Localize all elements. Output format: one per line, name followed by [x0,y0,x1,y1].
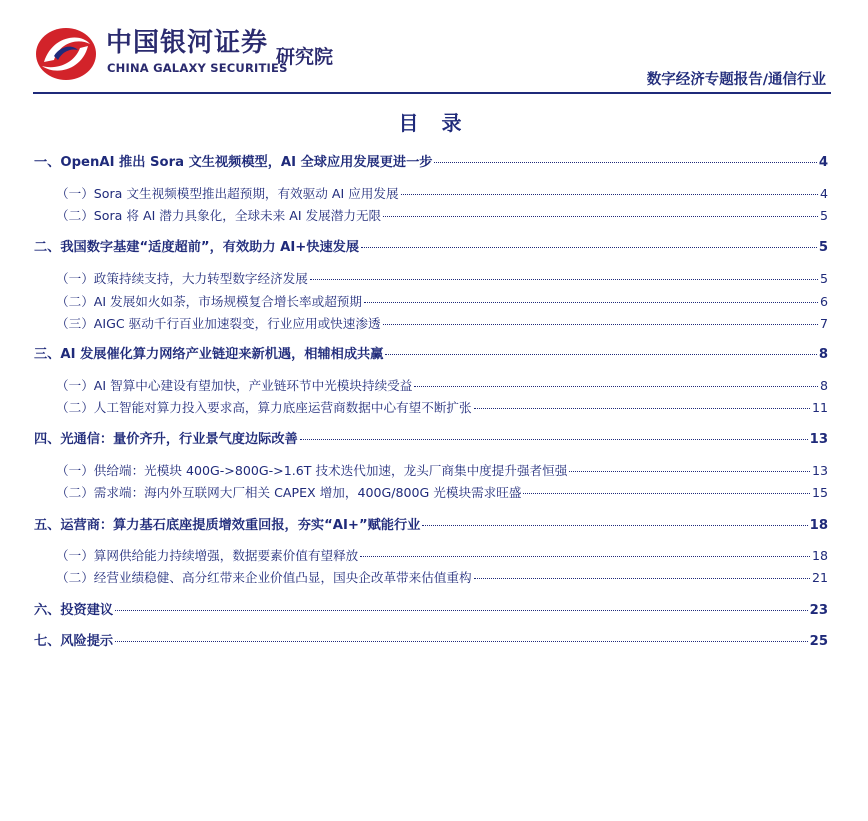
page-header [0,0,868,96]
toc-entry[interactable] [34,236,828,255]
toc-leader-dots [569,460,810,472]
toc-page-number: 5 [818,240,828,255]
toc-entry-text: （一）AI 智算中心建设有望加快，产业链环节中光模块持续受益 [56,378,413,393]
toc-entry-text: （二）人工智能对算力投入要求高，算力底座运营商数据中心有望不断扩张 [56,400,472,415]
toc-entry[interactable] [34,397,828,416]
header-divider [33,92,831,94]
china-galaxy-logo-icon [34,26,98,82]
toc-leader-dots [360,545,810,557]
toc-entry[interactable] [34,313,828,332]
toc-page-number: 4 [818,155,828,170]
toc-entry[interactable] [34,460,828,479]
toc-entry[interactable] [34,599,828,618]
toc-leader-dots [364,291,818,303]
toc-entry-text: （二）经营业绩稳健、高分红带来企业价值凸显，国央企改革带来估值重构 [56,570,472,585]
toc-leader-dots [383,313,818,325]
toc-leader-dots [115,629,808,642]
toc-entry[interactable] [34,291,828,310]
toc-entry[interactable] [34,151,828,170]
toc-entry-text: （三）AIGC 驱动千行百业加速裂变，行业应用或快速渗透 [56,316,381,331]
company-name-en: CHINA GALAXY SECURITIES [107,61,288,75]
toc-page-number: 18 [811,548,828,563]
toc-entry-text: 五、运营商：算力基石底座提质增效重回报，夯实“AI+”赋能行业 [34,518,421,533]
toc-entry[interactable] [34,545,828,564]
toc-entry[interactable] [34,482,828,501]
toc-page-number: 7 [819,316,828,331]
toc-entry-text: （二）Sora 将 AI 潜力具象化，全球未来 AI 发展潜力无限 [56,208,382,223]
toc-title: 目 录 [398,111,470,135]
toc-entry-text: （一）算网供给能力持续增强，数据要素价值有望释放 [56,548,359,563]
toc-leader-dots [422,513,807,526]
toc-page-number: 8 [819,378,828,393]
toc-page-number: 15 [811,485,828,500]
toc-entry-text: 四、光通信：量价齐升，行业景气度边际改善 [34,432,298,447]
toc-page-number: 8 [818,347,828,362]
toc-leader-dots [385,342,816,355]
toc-entry-text: 六、投资建议 [34,603,114,618]
toc-entry[interactable] [34,514,828,533]
toc-leader-dots [474,397,810,409]
toc-entry[interactable] [34,428,828,447]
toc-entry-text: 七、风险提示 [34,634,114,649]
toc-entry[interactable] [34,567,828,586]
toc-entry[interactable] [34,343,828,362]
toc-page-number: 5 [819,271,828,286]
toc-entry-text: 二、我国数字基建“适度超前”，有效助力 AI+快速发展 [34,240,360,255]
toc-leader-dots [414,375,818,387]
toc-page-number: 18 [809,518,828,533]
toc-page-number: 13 [811,463,828,478]
toc-leader-dots [361,235,817,248]
toc-entry[interactable] [34,630,828,649]
toc-entry-text: 三、AI 发展催化算力网络产业链迎来新机遇，相辅相成共赢 [34,347,384,362]
toc-entry[interactable] [34,183,828,202]
report-type-label: 数字经济专题报告/通信行业 [646,72,826,88]
toc-page-number: 6 [819,294,828,309]
toc-page-number: 5 [819,208,828,223]
toc-entry-text: （一）Sora 文生视频模型推出超预期，有效驱动 AI 应用发展 [56,186,399,201]
toc-leader-dots [523,482,810,494]
toc-entry[interactable] [34,375,828,394]
toc-entry-text: （二）AI 发展如火如荼，市场规模复合增长率或超预期 [56,294,362,309]
toc-entry-text: （一）政策持续支持，大力转型数字经济发展 [56,271,308,286]
toc-entry-text: 一、OpenAI 推出 Sora 文生视频模型，AI 全球应用发展更进一步 [34,155,433,170]
toc-leader-dots [401,183,818,195]
toc-page-number: 23 [809,603,828,618]
toc-page-number: 13 [809,432,828,447]
institute-label: 研究院 [276,46,334,68]
toc-page-number: 4 [819,186,828,201]
toc-leader-dots [474,567,810,579]
toc-page-number: 25 [809,634,828,649]
toc-leader-dots [434,150,816,163]
toc-leader-dots [383,205,818,217]
toc-page-number: 11 [811,400,828,415]
toc-page-number: 21 [811,570,828,585]
toc-leader-dots [115,598,808,611]
toc-leader-dots [310,268,818,280]
toc-entry-text: （一）供给端：光模块 400G->800G->1.6T 技术迭代加速，龙头厂商集中度提升强者恒强 [56,463,568,478]
toc-leader-dots [300,427,808,440]
toc-entry[interactable] [34,205,828,224]
company-name-cn: 中国银河证券 [106,28,269,58]
toc-entry[interactable] [34,268,828,287]
toc-entry-text: （二）需求端：海内外互联网大厂相关 CAPEX 增加，400G/800G 光模块需求旺盛 [56,485,522,500]
